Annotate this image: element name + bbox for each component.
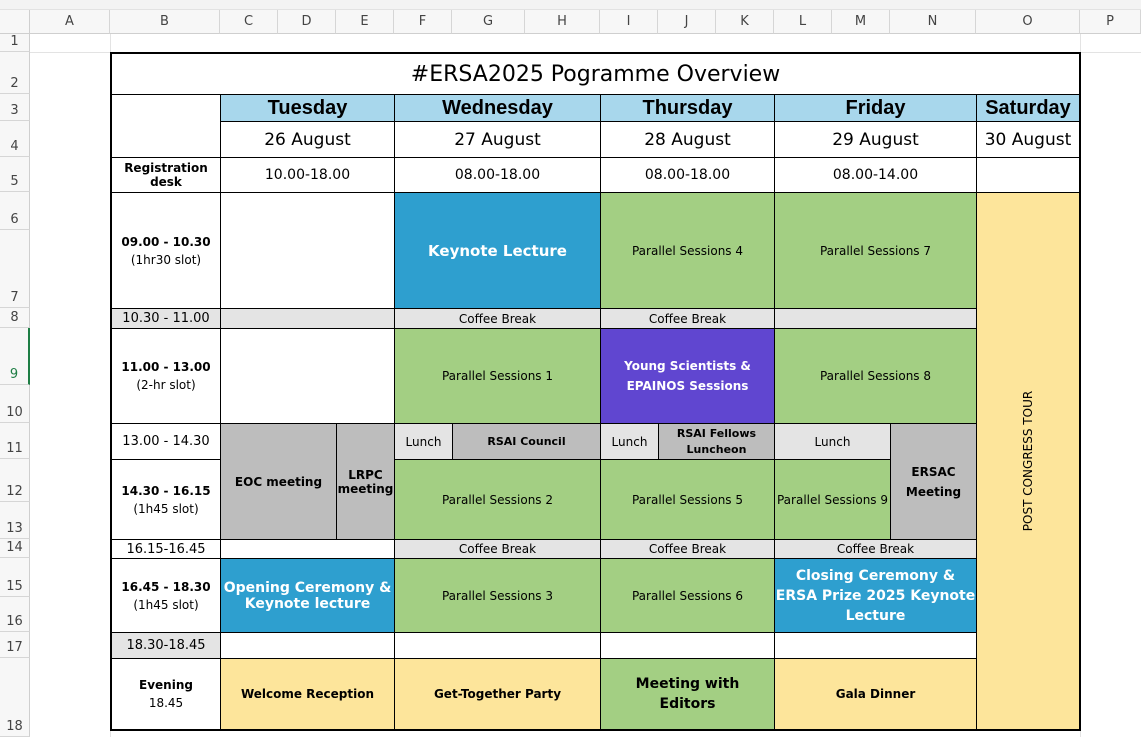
time-slot-2-time: 11.00 - 13.00 xyxy=(121,360,211,374)
lunch-friday[interactable]: Lunch xyxy=(774,423,891,460)
lunch-thursday[interactable]: Lunch xyxy=(600,423,659,460)
time-slot-1-time: 09.00 - 10.30 xyxy=(121,234,211,249)
column-header-g[interactable]: G xyxy=(452,10,525,34)
time-gap[interactable]: 18.30-18.45 xyxy=(110,632,221,659)
row-header-12[interactable]: 12 xyxy=(0,459,30,502)
row-header-3[interactable]: 3 xyxy=(0,94,30,121)
time-slot-1-note: (1hr30 slot) xyxy=(130,252,202,267)
column-header-j[interactable]: J xyxy=(658,10,716,34)
row-header-7[interactable]: 7 xyxy=(0,230,30,308)
get-together-party[interactable]: Get-Together Party xyxy=(394,658,601,731)
row-header-14[interactable]: 14 xyxy=(0,539,30,558)
row-header-4[interactable]: 4 xyxy=(0,121,30,157)
parallel-sessions-1[interactable]: Parallel Sessions 1 xyxy=(394,328,601,424)
closing-ceremony[interactable]: Closing Ceremony & ERSA Prize 2025 Keynote Lecture xyxy=(774,558,977,633)
row-header-17[interactable]: 17 xyxy=(0,632,30,658)
time-lunch[interactable]: 13.00 - 14.30 xyxy=(110,423,221,460)
time-evening-label: Evening xyxy=(139,678,193,692)
tuesday-slot-2-empty[interactable] xyxy=(220,328,395,424)
row-header-9[interactable]: 9 xyxy=(0,328,30,385)
registration-friday[interactable]: 08.00-14.00 xyxy=(774,157,977,193)
time-slot-2[interactable] xyxy=(110,328,221,424)
column-header-e[interactable]: E xyxy=(336,10,394,34)
date-saturday[interactable]: 30 August xyxy=(976,121,1081,158)
parallel-sessions-6[interactable]: Parallel Sessions 6 xyxy=(600,558,775,633)
column-header-h[interactable]: H xyxy=(525,10,600,34)
column-header-n[interactable]: N xyxy=(890,10,976,34)
ersac-meeting[interactable]: ERSAC Meeting xyxy=(890,423,977,540)
registration-saturday[interactable] xyxy=(976,157,1081,193)
column-header-m[interactable]: M xyxy=(832,10,890,34)
row-header-6[interactable]: 6 xyxy=(0,192,30,230)
opening-ceremony[interactable]: Opening Ceremony & Keynote lecture xyxy=(220,558,395,633)
column-header-b[interactable]: B xyxy=(110,10,220,34)
lunch-wednesday[interactable]: Lunch xyxy=(394,423,453,460)
row-header-2[interactable]: 2 xyxy=(0,52,30,94)
row-header-11[interactable]: 11 xyxy=(0,423,30,459)
time-slot-3-time: 14.30 - 16.15 xyxy=(121,483,211,498)
column-header-k[interactable]: K xyxy=(716,10,774,34)
meeting-with-editors[interactable]: Meeting with Editors xyxy=(600,658,775,731)
row-header-16[interactable]: 16 xyxy=(0,597,30,632)
thursday-gap-empty[interactable] xyxy=(600,632,775,659)
select-all-corner[interactable] xyxy=(0,10,30,34)
time-break-2[interactable]: 16.15-16.45 xyxy=(110,539,221,559)
parallel-sessions-4[interactable]: Parallel Sessions 4 xyxy=(600,192,775,309)
friday-break-1-empty[interactable] xyxy=(774,308,977,329)
row-header-1[interactable]: 1 xyxy=(0,34,30,52)
registration-thursday[interactable]: 08.00-18.00 xyxy=(600,157,775,193)
date-wednesday[interactable]: 27 August xyxy=(394,121,601,158)
registration-tuesday[interactable]: 10.00-18.00 xyxy=(220,157,395,193)
tuesday-slot-1-empty[interactable] xyxy=(220,192,395,309)
gala-dinner[interactable]: Gala Dinner xyxy=(774,658,977,731)
date-friday[interactable]: 29 August xyxy=(774,121,977,158)
tuesday-gap-empty[interactable] xyxy=(220,632,395,659)
rsai-council[interactable]: RSAI Council xyxy=(452,423,601,460)
parallel-sessions-5[interactable]: Parallel Sessions 5 xyxy=(600,459,775,540)
toolbar-strip xyxy=(0,0,1141,10)
row-header-18[interactable]: 18 xyxy=(0,658,30,737)
day-header-friday[interactable]: Friday xyxy=(774,94,977,122)
date-tuesday[interactable]: 26 August xyxy=(220,121,395,158)
time-slot-2-note: (2-hr slot) xyxy=(136,378,196,392)
time-slot-3-note: (1h45 slot) xyxy=(133,501,199,516)
row-header-10[interactable]: 10 xyxy=(0,385,30,423)
friday-gap-empty[interactable] xyxy=(774,632,977,659)
eoc-meeting[interactable]: EOC meeting xyxy=(220,423,337,540)
day-header-tuesday[interactable]: Tuesday xyxy=(220,94,395,122)
column-header-f[interactable]: F xyxy=(394,10,452,34)
time-slot-4-note: (1h45 slot) xyxy=(133,597,199,612)
keynote-lecture[interactable]: Keynote Lecture xyxy=(394,192,601,309)
time-evening[interactable] xyxy=(110,658,221,731)
row-header-5[interactable]: 5 xyxy=(0,157,30,192)
parallel-sessions-2[interactable]: Parallel Sessions 2 xyxy=(394,459,601,540)
row-header-8[interactable]: 8 xyxy=(0,308,30,328)
coffee-break-wednesday-pm[interactable]: Coffee Break xyxy=(394,539,601,559)
coffee-break-friday[interactable]: Coffee Break xyxy=(774,539,977,559)
parallel-sessions-3[interactable]: Parallel Sessions 3 xyxy=(394,558,601,633)
time-slot-3[interactable] xyxy=(110,459,221,540)
day-header-saturday[interactable]: Saturday xyxy=(976,94,1081,122)
wednesday-gap-empty[interactable] xyxy=(394,632,601,659)
column-header-o[interactable]: O xyxy=(976,10,1080,34)
corner-empty-cell[interactable] xyxy=(110,94,221,158)
column-header-a[interactable]: A xyxy=(30,10,110,34)
column-header-p[interactable]: P xyxy=(1080,10,1141,34)
registration-desk-label[interactable]: Registration desk xyxy=(110,157,221,193)
coffee-break-thursday-pm[interactable]: Coffee Break xyxy=(600,539,775,559)
lrpc-meeting[interactable]: LRPC meeting xyxy=(336,423,395,540)
rsai-fellows-luncheon[interactable]: RSAI Fellows Luncheon xyxy=(658,423,775,460)
young-scientists-sessions[interactable]: Young Scientists & EPAINOS Sessions xyxy=(600,328,775,424)
column-header-c[interactable]: C xyxy=(220,10,278,34)
time-slot-1[interactable] xyxy=(110,192,221,309)
date-thursday[interactable]: 28 August xyxy=(600,121,775,158)
parallel-sessions-7[interactable]: Parallel Sessions 7 xyxy=(774,192,977,309)
day-header-wednesday[interactable]: Wednesday xyxy=(394,94,601,122)
column-header-i[interactable]: I xyxy=(600,10,658,34)
time-evening-time: 18.45 xyxy=(148,696,184,710)
row-header-13[interactable]: 13 xyxy=(0,502,30,539)
tuesday-break-2-empty[interactable] xyxy=(220,539,395,559)
post-congress-tour[interactable] xyxy=(976,192,1081,731)
coffee-break-thursday-am[interactable]: Coffee Break xyxy=(600,308,775,329)
coffee-break-wednesday-am[interactable]: Coffee Break xyxy=(394,308,601,329)
time-break-1[interactable]: 10.30 - 11.00 xyxy=(110,308,221,329)
day-header-thursday[interactable]: Thursday xyxy=(600,94,775,122)
time-slot-4[interactable] xyxy=(110,558,221,633)
parallel-sessions-9[interactable]: Parallel Sessions 9 xyxy=(774,459,891,540)
programme-title[interactable]: #ERSA2025 Pogramme Overview xyxy=(110,52,1081,95)
column-header-d[interactable]: D xyxy=(278,10,336,34)
welcome-reception[interactable]: Welcome Reception xyxy=(220,658,395,731)
time-slot-4-time: 16.45 - 18.30 xyxy=(121,579,211,594)
post-congress-tour-label: POST CONGRESS TOUR xyxy=(1021,390,1036,532)
tuesday-break-1-empty[interactable] xyxy=(220,308,395,329)
row-header-15[interactable]: 15 xyxy=(0,558,30,597)
registration-wednesday[interactable]: 08.00-18.00 xyxy=(394,157,601,193)
parallel-sessions-8[interactable]: Parallel Sessions 8 xyxy=(774,328,977,424)
column-header-l[interactable]: L xyxy=(774,10,832,34)
